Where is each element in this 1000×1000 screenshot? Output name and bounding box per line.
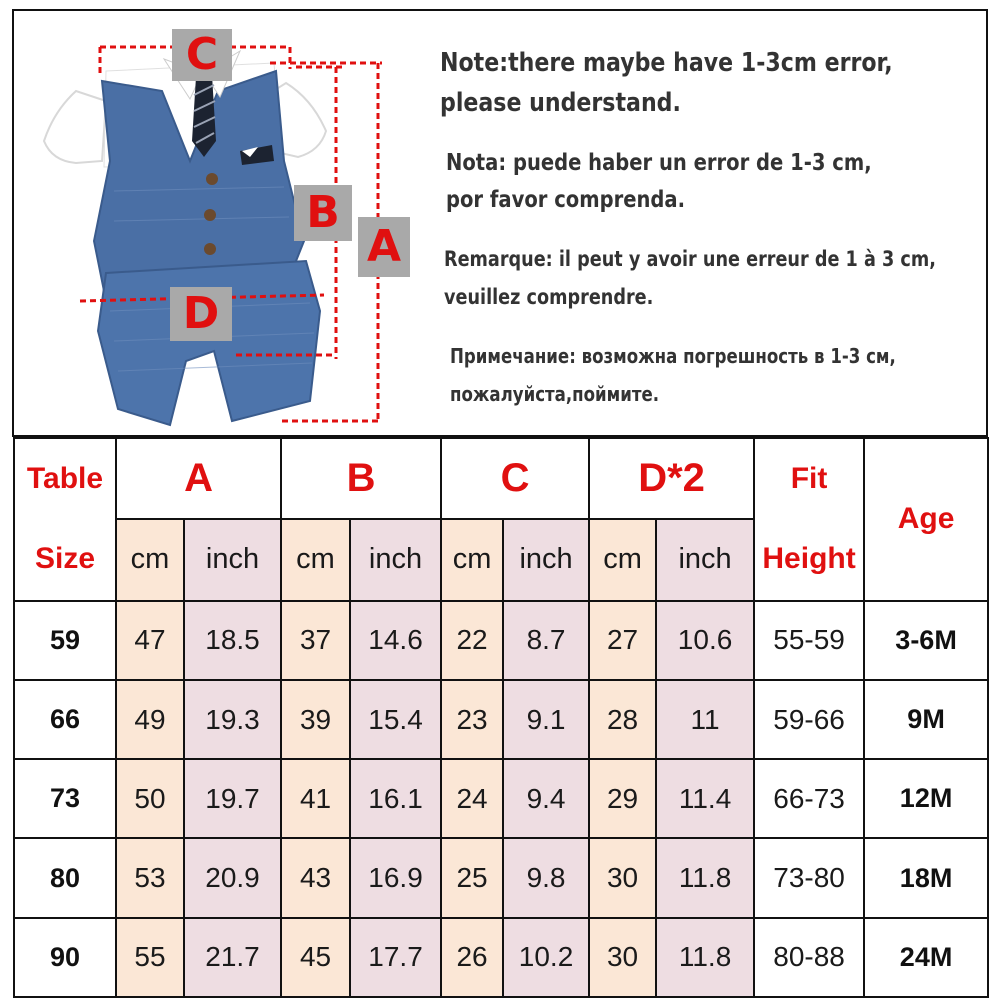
d-inch-cell: 11.8: [656, 918, 754, 997]
table-row: [14, 680, 988, 759]
unit-inch: inch: [350, 519, 441, 600]
age-cell: 24M: [864, 918, 988, 997]
a-cm-cell: 47: [116, 601, 184, 680]
group-header-b: B: [281, 438, 441, 519]
table-row: [14, 759, 988, 838]
c-cm-cell: 26: [441, 918, 503, 997]
fit-height-cell: 55-59: [754, 601, 864, 680]
b-cm-cell: 43: [281, 838, 350, 917]
d-cm-cell: 30: [589, 918, 656, 997]
age-cell: 9M: [864, 680, 988, 759]
fit-height-cell: 59-66: [754, 680, 864, 759]
table-row: [14, 838, 988, 917]
age-cell: 18M: [864, 838, 988, 917]
fit-height-cell: 66-73: [754, 759, 864, 838]
b-inch-cell: 14.6: [350, 601, 441, 680]
note-line: veuillez comprendre.: [444, 285, 654, 309]
d-cm-cell: 27: [589, 601, 656, 680]
d-inch-cell: 10.6: [656, 601, 754, 680]
shorts: [98, 261, 320, 425]
vest-button-3: [204, 243, 216, 255]
size-cell: 66: [14, 680, 116, 759]
note-line: пожалуйста,поймите.: [450, 382, 660, 406]
fit-height-header: [754, 438, 864, 601]
c-inch-cell: 8.7: [503, 601, 589, 680]
note-line: Примечание: возможна погрешность в 1-3 см,: [450, 344, 896, 368]
c-cm-cell: 22: [441, 601, 503, 680]
fit-height-cell: 80-88: [754, 918, 864, 997]
c-cm-cell: 24: [441, 759, 503, 838]
age-cell: 12M: [864, 759, 988, 838]
b-cm-cell: 41: [281, 759, 350, 838]
b-inch-cell: 17.7: [350, 918, 441, 997]
c-inch-cell: 9.4: [503, 759, 589, 838]
unit-cm: cm: [281, 519, 350, 600]
d-inch-cell: 11: [656, 680, 754, 759]
label-b: B: [294, 185, 352, 241]
c-cm-cell: 25: [441, 838, 503, 917]
a-cm-cell: 55: [116, 918, 184, 997]
unit-inch: inch: [656, 519, 754, 600]
fit-line-1: Fit: [790, 462, 828, 496]
measurement-diagram-panel: [12, 9, 988, 437]
size-cell: 90: [14, 918, 116, 997]
corner-line-1: Table: [26, 462, 104, 496]
b-inch-cell: 16.9: [350, 838, 441, 917]
b-inch-cell: 15.4: [350, 680, 441, 759]
note-line: Note:there maybe have 1-3cm error,: [440, 48, 893, 78]
a-inch-cell: 19.3: [184, 680, 281, 759]
size-cell: 73: [14, 759, 116, 838]
group-header-d: D*2: [589, 438, 754, 519]
note-line: Remarque: il peut y avoir une erreur de 1 à 3 cm,: [444, 247, 936, 271]
d-cm-cell: 28: [589, 680, 656, 759]
c-inch-cell: 9.1: [503, 680, 589, 759]
b-cm-cell: 37: [281, 601, 350, 680]
c-inch-cell: 9.8: [503, 838, 589, 917]
size-cell: 80: [14, 838, 116, 917]
a-cm-cell: 53: [116, 838, 184, 917]
table-row: [14, 601, 988, 680]
age-cell: 3-6M: [864, 601, 988, 680]
c-inch-cell: 10.2: [503, 918, 589, 997]
note-line: Nota: puede haber un error de 1-3 cm,: [446, 150, 872, 176]
table-body: [14, 601, 988, 997]
vest-button-1: [206, 173, 218, 185]
note-french: [444, 240, 936, 316]
b-inch-cell: 16.1: [350, 759, 441, 838]
b-cm-cell: 45: [281, 918, 350, 997]
group-header-a: A: [116, 438, 281, 519]
a-cm-cell: 49: [116, 680, 184, 759]
a-inch-cell: 18.5: [184, 601, 281, 680]
label-a: A: [358, 217, 410, 277]
note-spanish: [446, 145, 872, 219]
b-cm-cell: 39: [281, 680, 350, 759]
a-inch-cell: 19.7: [184, 759, 281, 838]
unit-cm: cm: [116, 519, 184, 600]
d-cm-cell: 30: [589, 838, 656, 917]
size-table: [13, 437, 989, 998]
unit-cm: cm: [589, 519, 656, 600]
d-inch-cell: 11.8: [656, 838, 754, 917]
unit-inch: inch: [503, 519, 589, 600]
corner-line-2: Size: [34, 542, 96, 576]
label-c: C: [172, 29, 232, 81]
a-inch-cell: 20.9: [184, 838, 281, 917]
left-sleeve: [44, 91, 106, 163]
table-row: [14, 918, 988, 997]
note-line: por favor comprenda.: [446, 187, 686, 213]
corner-header: [14, 438, 116, 601]
fit-height-cell: 73-80: [754, 838, 864, 917]
vest-button-2: [204, 209, 216, 221]
label-d: D: [170, 287, 232, 341]
unit-inch: inch: [184, 519, 281, 600]
group-header-c: C: [441, 438, 589, 519]
age-header: Age: [864, 438, 988, 601]
tie: [192, 75, 216, 157]
size-cell: 59: [14, 601, 116, 680]
note-english: [440, 43, 893, 123]
d-cm-cell: 29: [589, 759, 656, 838]
a-cm-cell: 50: [116, 759, 184, 838]
d-inch-cell: 11.4: [656, 759, 754, 838]
unit-cm: cm: [441, 519, 503, 600]
c-cm-cell: 23: [441, 680, 503, 759]
fit-line-2: Height: [762, 542, 856, 576]
note-line: please understand.: [440, 88, 681, 118]
a-inch-cell: 21.7: [184, 918, 281, 997]
note-russian: [450, 337, 896, 413]
